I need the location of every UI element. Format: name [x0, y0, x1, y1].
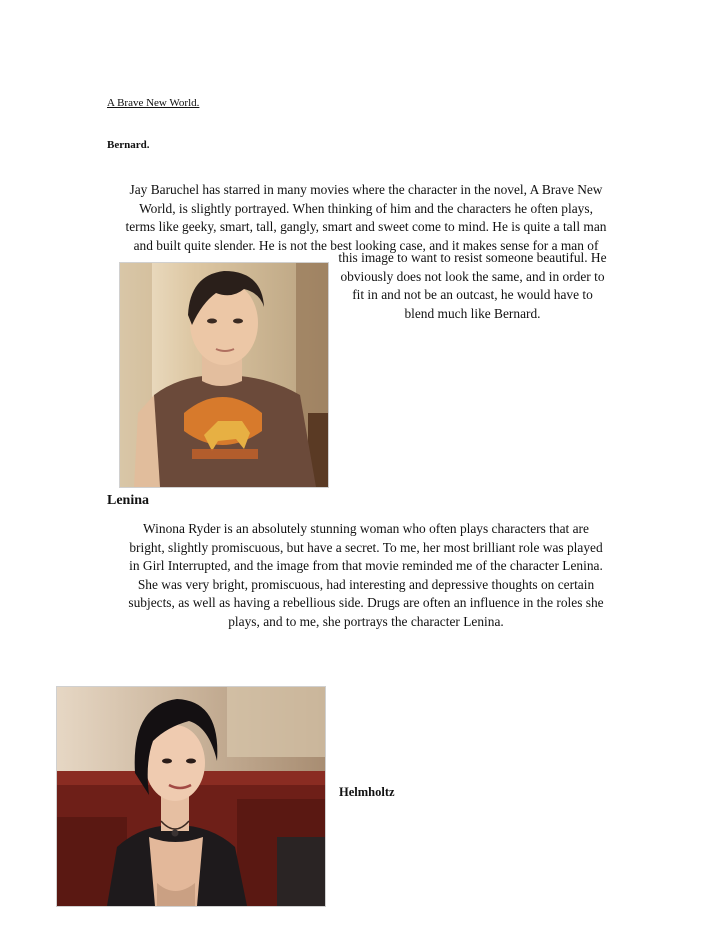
section-heading-bernard: Bernard.	[107, 139, 150, 151]
lenina-line-2: bright, slightly promiscuous, but have a secret. To me, her most brilliant role was played	[129, 539, 603, 555]
document-title: A Brave New World.	[107, 97, 200, 109]
bernard-line-4: and built quite slender. He is not the best looking case, and it makes sense for a man of	[133, 237, 599, 253]
bernard-line-3: terms like geeky, smart, tall, gangly, smart and sweet come to mind. He is quite a tall man	[125, 219, 607, 235]
winona-ryder-photo	[56, 686, 326, 907]
jay-baruchel-photo-art	[120, 263, 328, 487]
bernard-paragraph-wrap	[330, 249, 615, 323]
lenina-line-1: Winona Ryder is an absolutely stunning woman who often plays characters that are	[143, 521, 589, 536]
bernard-line-2: World, is slightly portrayed. When thinking of him and the characters he often plays,	[139, 200, 593, 216]
jay-baruchel-photo	[119, 262, 329, 488]
lenina-line-5: subjects, as well as having a rebellious side. Drugs are often an influence in the roles she	[128, 595, 604, 611]
bernard-wrap-line-2: obviously does not look the same, and in order to	[340, 268, 605, 284]
lenina-line-6: plays, and to me, she portrays the character Lenina.	[228, 613, 504, 629]
section-heading-helmholtz: Helmholtz	[339, 785, 395, 799]
bernard-wrap-line-1: this image to want to resist someone beautiful. He	[338, 250, 607, 265]
winona-ryder-photo-art	[57, 687, 325, 906]
lenina-paragraph	[98, 520, 634, 632]
bernard-wrap-line-3: fit in and not be an outcast, he would have to	[352, 287, 593, 303]
lenina-line-4: She was very bright, promiscuous, had interesting and depressive thoughts on certain	[137, 576, 595, 592]
bernard-line-1: Jay Baruchel has starred in many movies where the character in the novel, A Brave New	[129, 182, 603, 197]
bernard-wrap-line-4: blend much like Bernard.	[404, 305, 541, 321]
lenina-line-3: in Girl Interrupted, and the image from that movie reminded me of the character Lenina.	[129, 558, 603, 574]
bernard-paragraph	[98, 181, 634, 255]
section-heading-lenina: Lenina	[107, 493, 150, 508]
